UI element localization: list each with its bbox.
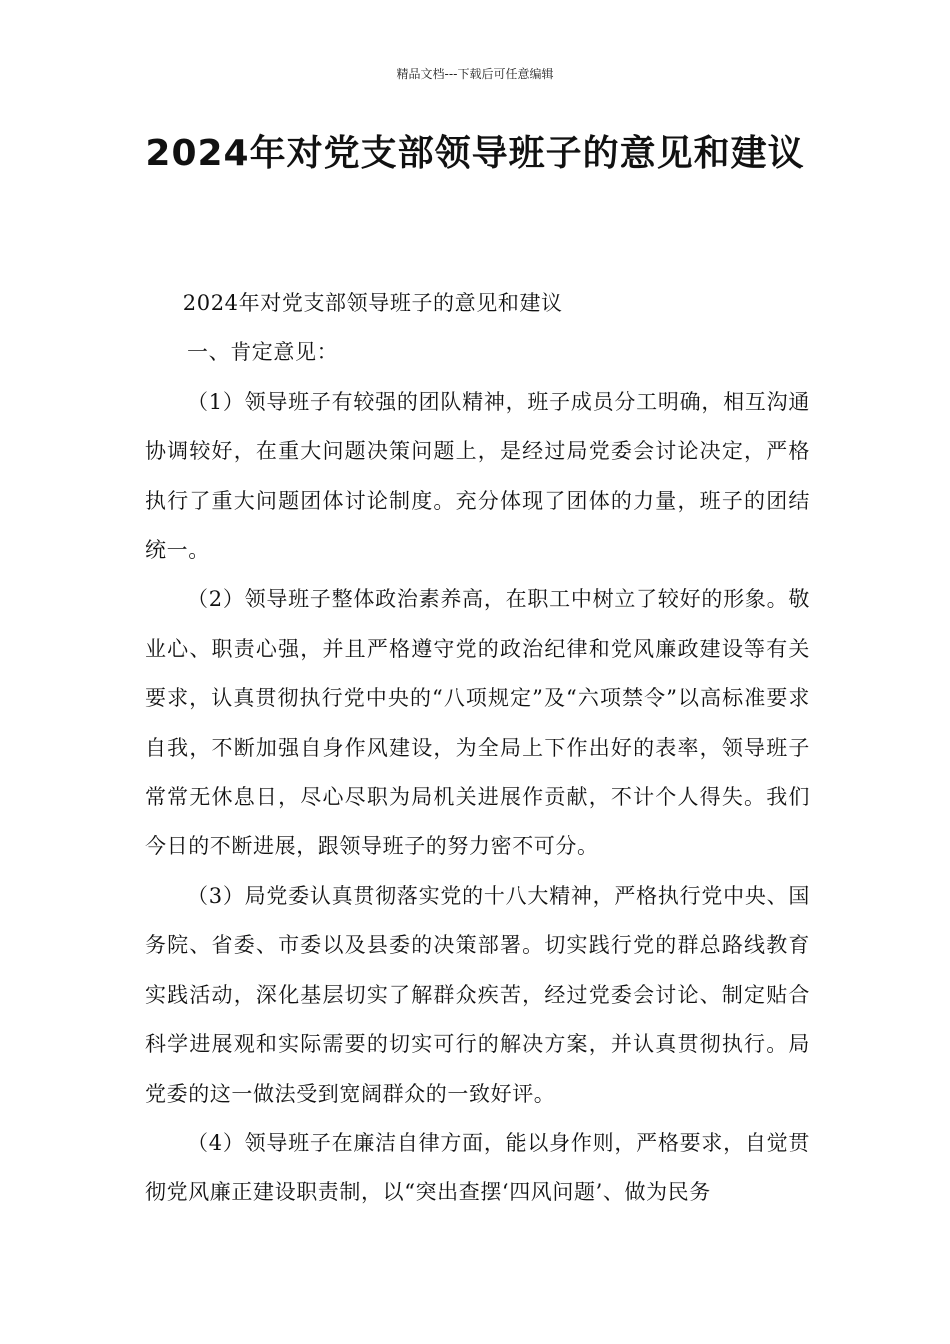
document-body — [145, 279, 810, 1218]
paragraph: （1）领导班子有较强的团队精神，班子成员分工明确，相互沟通协调较好，在重大问题决策问题上，是经过局党委会讨论决定，严格执行了重大问题团体讨论制度。充分体现了团体的力量，班子的团结统一。 — [145, 389, 810, 563]
header-note: 精品文档---下载后可任意编辑 — [396, 67, 554, 81]
document-title: 2024年对党支部领导班子的意见和建议 — [145, 133, 805, 174]
paragraph: （4）领导班子在廉洁自律方面，能以身作则，严格要求，自觉贯彻党风廉正建设职责制，以“突出查摆‘四风问题’、做为民务 — [145, 1130, 810, 1205]
body-subtitle: 2024年对党支部领导班子的意见和建议 — [182, 291, 563, 315]
paragraph: （3）局党委认真贯彻落实党的十八大精神，严格执行党中央、国务院、省委、市委以及县委的决策部署。切实践行党的群总路线教育实践活动，深化基层切实了解群众疾苦，经过党委会讨论、制定贴合科学进展观和实际需要的切实可行的解决方案，并认真贯彻执行。局党委的这一做法受到宽阔群众的一致好评。 — [145, 883, 810, 1106]
paragraph: （2）领导班子整体政治素养高，在职工中树立了较好的形象。敬业心、职责心强，并且严格遵守党的政治纪律和党风廉政建设等有关要求，认真贯彻执行党中央的“八项规定”及“六项禁令”以高标准要求自我，不断加强自身作风建设，为全局上下作出好的表率，领导班子常常无休息日，尽心尽职为局机关进展作贡献，不计个人得失。我们今日的不断进展，跟领导班子的努力密不可分。 — [145, 587, 810, 859]
section-heading: 一、肯定意见： — [187, 340, 339, 365]
